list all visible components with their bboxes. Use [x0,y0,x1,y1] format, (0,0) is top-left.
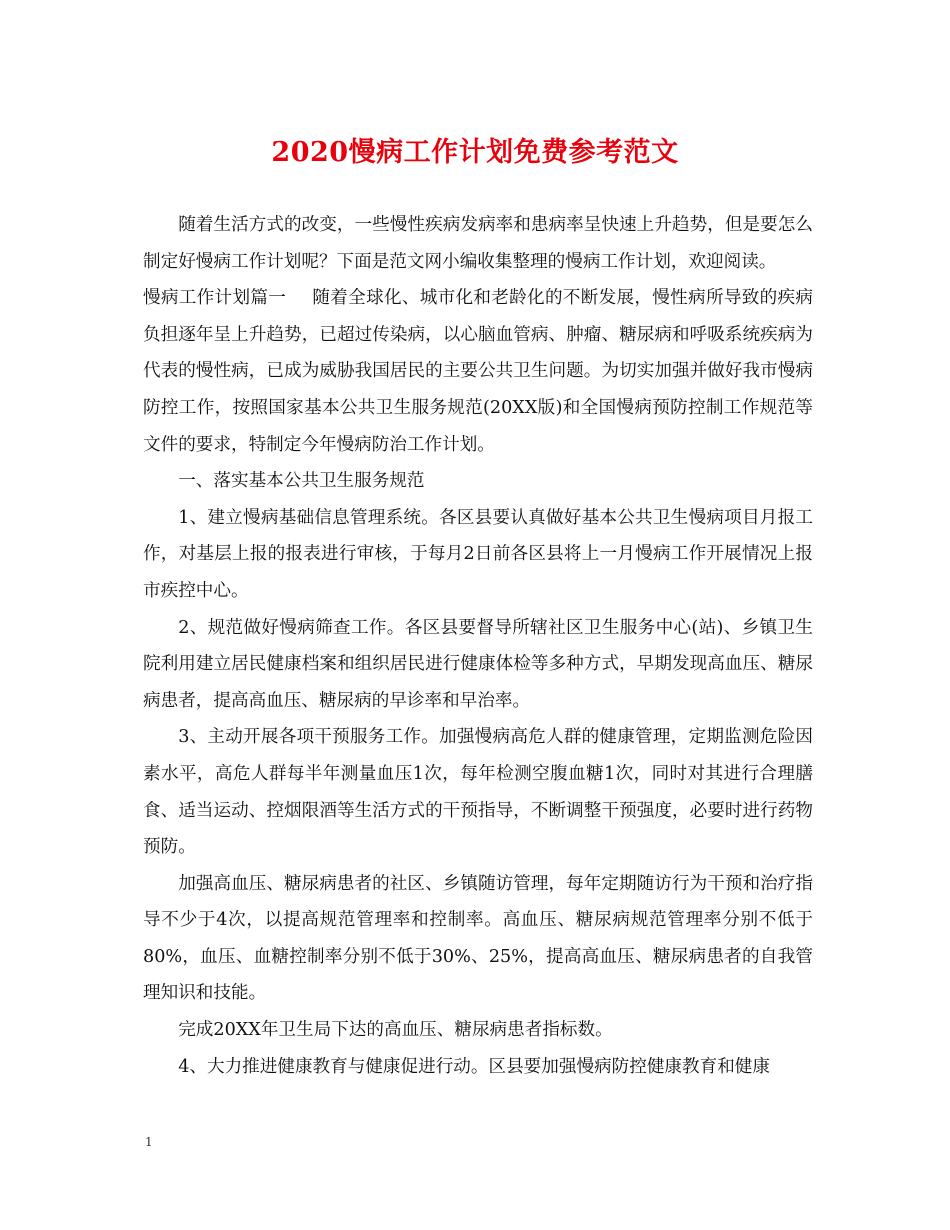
item-3-paragraph: 3、主动开展各项干预服务工作。加强慢病高危人群的健康管理，定期监测危险因素水平，高危人群每半年测量血压1次，每年检测空腹血糖1次，同时对其进行合理膳食、适当运动、控烟限酒等生活方式的干预指导，不断调整干预强度，必要时进行药物预防。 [143,727,813,858]
item-1-paragraph: 1、建立慢病基础信息管理系统。各区县要认真做好基本公共卫生慢病项目月报工作，对基层上报的报表进行审核，于每月2日前各区县将上一月慢病工作开展情况上报市疾控中心。 [143,507,813,601]
document-body [143,207,813,1085]
intro-paragraph: 随着生活方式的改变，一些慢性疾病发病率和患病率呈快速上升趋势，但是要怎么制定好慢病工作计划呢？下面是范文网小编收集整理的慢病工作计划，欢迎阅读。 [143,215,813,272]
section-label: 慢病工作计划篇一 [143,288,287,309]
section-first-paragraph: 随着全球化、城市化和老龄化的不断发展，慢性病所导致的疾病负担逐年呈上升趋势，已超过传染病，以心脑血管病、肿瘤、糖尿病和呼吸系统疾病为代表的慢性病，已成为威胁我国居民的主要公共卫生问题。为切实加强并做好我市慢病防控工作，按照国家基本公共卫生服务规范(20XX版)和全国慢病预防控制工作规范等文件的要求，特制定今年慢病防治工作计划。 [143,288,813,455]
followup-paragraph: 加强高血压、糖尿病患者的社区、乡镇随访管理，每年定期随访行为干预和治疗指导不少于4次，以提高规范管理率和控制率。高血压、糖尿病规范管理率分别不低于80%，血压、血糖控制率分别不低于30%、25%，提高高血压、糖尿病患者的自我管理知识和技能。 [143,873,813,1004]
section-paragraph [143,280,813,463]
heading-1: 一、落实基本公共卫生服务规范 [178,471,425,492]
item-4-paragraph: 4、大力推进健康教育与健康促进行动。区县要加强慢病防控健康教育和健康 [178,1056,770,1077]
item-2-paragraph: 2、规范做好慢病筛查工作。各区县要督导所辖社区卫生服务中心(站)、乡镇卫生院利用建立居民健康档案和组织居民进行健康体检等多种方式，早期发现高血压、糖尿病患者，提高高血压、糖尿病的早诊率和早治率。 [143,617,813,711]
page-number: 1 [145,1135,153,1149]
document-title: 2020慢病工作计划免费参考范文 [271,137,679,168]
target-paragraph: 完成20XX年卫生局下达的高血压、糖尿病患者指标数。 [178,1020,613,1041]
